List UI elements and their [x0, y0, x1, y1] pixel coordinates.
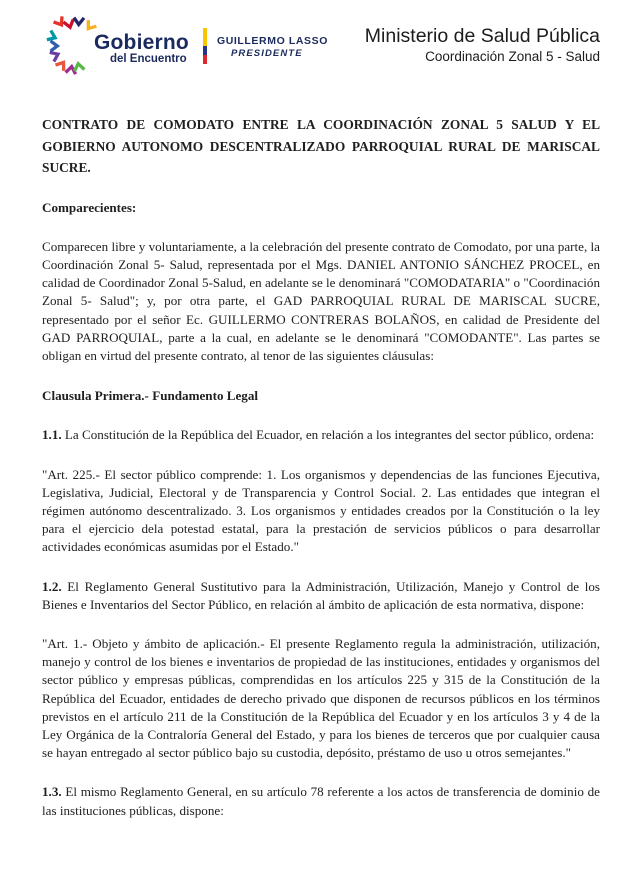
text-segment: Comparecen libre y voluntariamente, a la celebración del presente contrato de Comodato, por una parte, la Coordinación Zonal 5- Salud, representada por el Mgs. DANIEL ANTONIO SÁNCHEZ PROCEL, en calidad de Coordinador Zonal 5-Salud, en adelante se le denominará "COMODATARIA" o "Coordinación Zonal 5- Salud"; y, por otra parte, el GAD PARROQUIAL RURAL DE MARISCAL SUCRE, representado por el señor Ec. GUILLERMO CONTRERAS BOLAÑOS, en calidad de Presidente del GAD PARROQUIAL, parte a la cual, en adelante se le denominará "COMODANTE". Las partes se obligan en virtud del presente contrato, al tenor de las siguientes cláusulas:	[42, 238, 600, 363]
ministry-block	[365, 24, 600, 66]
text-segment: "Art. 225.- El sector público comprende: 1. Los organismos y dependencias de las funciones Ejecutiva, Legislativa, Judicial, Electoral y de Transparencia y Control Social. 2. Las entidades que integran el régimen autónomo descentralizado. 3. Los organismos y entidades creados por la Constitución o la ley para el ejercicio dela potestad estatal, para la prestación de servicios públicos o para desarrollar actividades económicas asumidas por el Estado."	[42, 466, 600, 555]
text-segment: 1.2.	[42, 578, 62, 594]
text-segment: CONTRATO DE COMODATO ENTRE LA COORDINACIÓN ZONAL 5 SALUD Y EL GOBIERNO AUTONOMO DESCENTRALIZADO PARROQUIAL RURAL DE MARISCAL SUCRE.	[42, 117, 600, 175]
flag-stripe-yellow	[203, 28, 207, 46]
paragraph-label-1	[42, 199, 600, 217]
paragraph-body-8	[42, 783, 600, 819]
paragraph-body-5	[42, 466, 600, 557]
text-segment: 1.1.	[42, 427, 62, 443]
logo-brand: Gobierno	[94, 31, 189, 55]
text-segment: 1.3.	[42, 784, 62, 800]
text-segment: El Reglamento General Sustitutivo para la Administración, Utilización, Manejo y Control de los Bienes e Inventarios del Sector Público, en relación al ámbito de aplicación de esta normativa, dispone:	[42, 578, 600, 612]
paragraph-title-0	[42, 114, 600, 179]
president-name: GUILLERMO LASSO	[216, 35, 329, 47]
president-block	[217, 35, 328, 59]
ministry-subtitle: Coordinación Zonal 5 - Salud	[425, 49, 600, 65]
contract-body	[42, 114, 600, 820]
text-segment: "Art. 1.- Objeto y ámbito de aplicación.- El presente Reglamento regula la administración, utilización, manejo y control de los bienes e inventarios de propiedad de las instituciones, entidades y organismos del sector público y empresas públicas, comprendidas en los artículos 225 y 315 de la Constitución de la República del Ecuador, entidades de derecho privado que disponen de recursos públicos en los términos previstos en el artículo 211 de la Constitución de la República del Ecuador y en los artículos 3 y 4 de la Ley Orgánica de la Contraloría General del Estado, y para los bienes de terceros que por cualquier causa se hayan entregado al sector público bajo su custodia, depósito, préstamo de uso u otros semejantes."	[42, 635, 600, 761]
paragraph-body-6	[42, 578, 600, 614]
gobierno-logo	[42, 14, 328, 78]
text-segment: La Constitución de la República del Ecuador, en relación a los integrantes del sector público, ordena:	[61, 427, 595, 443]
flag-stripe-blue	[203, 46, 207, 55]
text-segment: Clausula Primera.- Fundamento Legal	[42, 388, 259, 404]
paragraph-heading-3	[42, 387, 600, 405]
text-segment: El mismo Reglamento General, en su artículo 78 referente a los actos de transferencia de dominio de las instituciones públicas, dispone:	[42, 784, 600, 818]
logo-subtitle: del Encuentro	[110, 53, 187, 66]
ecuador-flag-divider	[203, 28, 207, 64]
paragraph-body-2	[42, 238, 600, 365]
paragraph-body-7	[42, 635, 600, 762]
document-header	[42, 14, 600, 88]
flag-stripe-red	[203, 55, 207, 64]
text-segment: Comparecientes:	[42, 199, 137, 215]
president-title: PRESIDENTE	[230, 47, 303, 59]
ministry-title: Ministerio de Salud Pública	[364, 25, 600, 47]
gobierno-logo-text	[94, 32, 189, 66]
paragraph-body-4	[42, 426, 600, 444]
